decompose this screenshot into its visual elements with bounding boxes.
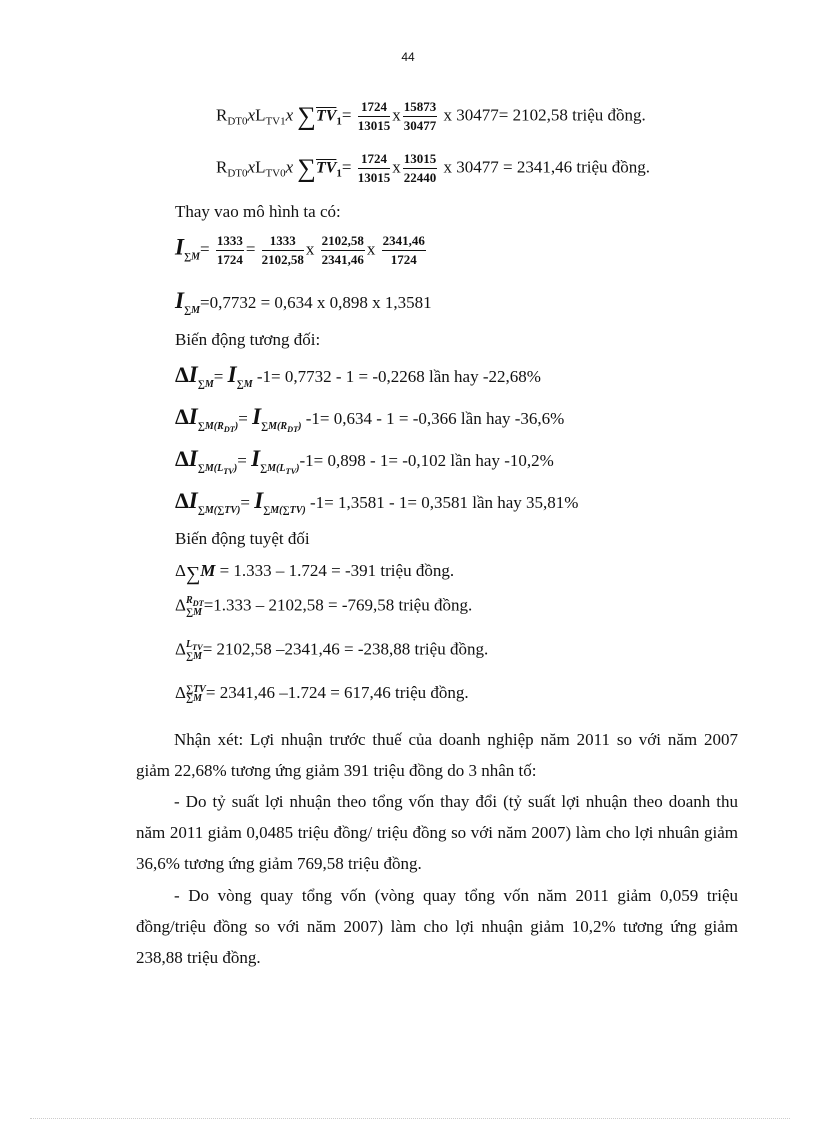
- paragraph-remark: Nhận xét: Lợi nhuận trước thuế của doanh nghiệp năm 2011 so với năm 2007 giảm 22,68% tương ứng giảm 391 triệu đồng do 3 nhân tố:: [136, 730, 738, 780]
- subscript: ∑M(∑TV): [197, 505, 241, 516]
- formula-row-1: $R_{DT0}xL_{TV1}x$ $\sum\overline{TV}_1=$ $\frac{1724}{13015}$ x $\frac{15873}{30477}$ x 30477= 2102,58 triệu đồng.: [216, 99, 646, 134]
- tv-symbol: $\overline{TV}$: [315, 159, 337, 177]
- numerator: 2102,58: [321, 234, 365, 251]
- paragraph-factor-2: - Do vòng quay tổng vốn (vòng quay tổng vốn năm 2011 giảm 0,059 triệu đồng/triệu đồng so với năm 2007) làm cho lợi nhuận giảm 10,2% tương ứng giảm 238,88 triệu đồng.: [136, 886, 738, 967]
- index-symbol: I: [227, 362, 237, 387]
- subscript: ∑M: [183, 251, 200, 263]
- index-symbol: I: [254, 488, 264, 513]
- relative-change-text: -1= 0,634 - 1 = -0,366 lần hay -36,6%: [305, 409, 565, 428]
- delta-symbol: Δ: [175, 595, 186, 615]
- fraction: [358, 100, 391, 134]
- numerator: 1724: [358, 100, 391, 117]
- absolute-change-text: = 1.333 – 1.724 = -391 triệu đồng.: [219, 561, 455, 580]
- relative-change-4: $\Delta I_{\sum M(\sum TV)}= I_{\sum M(\sum TV)}$ -1= 1,3581 - 1= 0,3581 lần hay 35,81%: [175, 488, 579, 516]
- formula-result: x 30477 = 2341,46 triệu đồng.: [443, 157, 651, 177]
- denominator: 1724: [216, 252, 243, 268]
- absolute-change-text: = 2102,58 –2341,46 = -238,88 triệu đồng.: [202, 639, 489, 659]
- sigma-symbol: ∑: [297, 153, 316, 183]
- numerator: 1724: [358, 152, 391, 169]
- times-symbol: x: [247, 105, 256, 125]
- absolute-change-1: Δ∑M = 1.333 – 1.724 = -391 triệu đồng.: [175, 561, 455, 585]
- numerator: 2341,46: [382, 234, 426, 251]
- delta-symbol: Δ: [175, 404, 189, 429]
- model-intro: Thay vao mô hình ta có:: [175, 202, 341, 221]
- numerator: 1333: [216, 234, 244, 251]
- l-symbol: L: [255, 157, 266, 177]
- denominator: 13015: [357, 170, 391, 186]
- delta-symbol: Δ: [175, 488, 189, 513]
- index-symbol: I: [252, 404, 262, 429]
- subscript: ∑M(LTV): [197, 463, 238, 476]
- absolute-change-4: [175, 684, 469, 703]
- delta-symbol: Δ: [175, 561, 186, 580]
- fraction: [382, 234, 426, 268]
- absolute-heading: Biến động tuyệt đối: [175, 529, 310, 548]
- l-symbol: L: [255, 105, 266, 125]
- index-model-formula: $I_{\sum M}=$ $\frac{1333}{1724}$ = $\frac{1333}{2102,58}$ x $\frac{2102,58}{2341,46}$ x $\frac{2341,46}{1724}$: [175, 233, 425, 268]
- absolute-change-text: =1.333 – 2102,58 = -769,58 triệu đồng.: [203, 595, 473, 615]
- fraction: [321, 234, 365, 268]
- sigma-symbol: ∑: [185, 563, 201, 585]
- subscript: $R_{DT}$ ∑M: [185, 595, 204, 618]
- fraction: [262, 234, 304, 268]
- subscript: 1: [336, 167, 342, 180]
- subscript: ∑M(LTV): [260, 463, 300, 476]
- index-result-text: =0,7732 = 0,634 x 0,898 x 1,3581: [199, 293, 432, 312]
- relative-change-text: -1= 1,3581 - 1= 0,3581 lần hay 35,81%: [309, 493, 579, 512]
- denominator: 30477: [403, 118, 437, 134]
- denominator: 22440: [403, 170, 437, 186]
- subscript: TV1: [265, 115, 286, 128]
- delta-symbol: Δ: [175, 446, 189, 471]
- sigma-symbol: ∑: [297, 101, 316, 131]
- relative-change-2: $\Delta I_{\sum M(R_{DT})}= I_{\sum M(R_{DT})}$ -1= 0,634 - 1 = -0,366 lần hay -36,6%: [175, 404, 565, 434]
- absolute-change-3: [175, 640, 488, 661]
- subscript: ∑M: [197, 379, 214, 390]
- subscript: TV0: [265, 167, 286, 180]
- relative-change-1: $\Delta I_{\sum M}= I_{\sum M}$ -1= 0,7732 - 1 = -0,2268 lần hay -22,68%: [175, 362, 541, 390]
- relative-change-text: -1= 0,7732 - 1 = -0,2268 lần hay -22,68%: [256, 367, 541, 386]
- index-symbol: I: [188, 362, 198, 387]
- r-symbol: R: [216, 105, 228, 125]
- denominator: 2102,58: [261, 252, 304, 268]
- index-symbol: I: [251, 446, 261, 471]
- bottom-border: [30, 1118, 790, 1119]
- relative-change-3: $\Delta I_{\sum M(L_{TV})}= I_{\sum M(L_{TV})}-1= 0,898 - 1= -0,102$ lần hay -10,2%: [175, 446, 554, 476]
- subscript: ∑M: [183, 305, 200, 316]
- fraction: [216, 234, 244, 268]
- subscript: ∑M(RDT): [261, 421, 302, 434]
- page-number: 44: [401, 50, 415, 64]
- r-symbol: R: [216, 157, 228, 177]
- times-symbol: x: [285, 105, 294, 125]
- relative-heading: Biến động tương đối:: [175, 330, 321, 349]
- denominator: 2341,46: [321, 252, 364, 268]
- denominator: 1724: [390, 252, 417, 268]
- index-symbol: I: [188, 404, 198, 429]
- formula-result: x 30477= 2102,58 triệu đồng.: [443, 105, 646, 125]
- fraction: [403, 152, 438, 186]
- times-symbol: x: [247, 157, 256, 177]
- relative-change-text: -1= 0,898 - 1= -0,102 lần hay -10,2%: [299, 451, 554, 470]
- subscript: ∑M(∑TV): [263, 505, 306, 516]
- numerator: 13015: [403, 152, 438, 169]
- delta-symbol: Δ: [175, 639, 186, 659]
- index-symbol: I: [175, 288, 184, 313]
- subscript: ∑M(RDT): [197, 421, 239, 434]
- paragraph-factor-1: - Do tỷ suất lợi nhuận theo tổng vốn thay đổi (tỷ suất lợi nhuận theo doanh thu năm 2011 giảm 0,0485 triệu đồng/ triệu đồng so với năm 2007) làm cho lợi nhuân giảm 36,6% tương ứng giảm 769,58 triệu đồng.: [136, 792, 738, 873]
- delta-symbol: Δ: [175, 683, 186, 702]
- tv-symbol: $\overline{TV}$: [315, 107, 337, 125]
- equals: =: [341, 105, 352, 125]
- subscript: 1: [336, 115, 342, 128]
- index-result: [175, 288, 432, 316]
- denominator: 13015: [357, 118, 391, 134]
- subscript: ∑M: [236, 379, 253, 390]
- numerator: 1333: [262, 234, 304, 251]
- fraction: [358, 152, 391, 186]
- subscript: ∑TV ∑M: [185, 684, 206, 705]
- absolute-change-2: [175, 596, 472, 617]
- equals: =: [341, 157, 352, 177]
- subscript: DT0: [227, 115, 248, 128]
- formula-row-2: $R_{DT0}xL_{TV0}x$ $\sum\overline{TV}_1=$ $\frac{1724}{13015}$ x $\frac{13015}{22440}$ x 30477 = 2341,46 triệu đồng.: [216, 151, 651, 186]
- absolute-change-text: = 2341,46 –1.724 = 617,46 triệu đồng.: [205, 683, 469, 702]
- numerator: 15873: [403, 100, 438, 117]
- index-symbol: I: [188, 446, 198, 471]
- times-symbol: x: [285, 157, 294, 177]
- subscript: $L_{TV}$ ∑M: [185, 639, 203, 662]
- delta-symbol: Δ: [175, 362, 189, 387]
- index-symbol: I: [175, 234, 184, 260]
- fraction: [403, 100, 438, 134]
- index-symbol: I: [188, 488, 198, 513]
- subscript: DT0: [227, 167, 248, 180]
